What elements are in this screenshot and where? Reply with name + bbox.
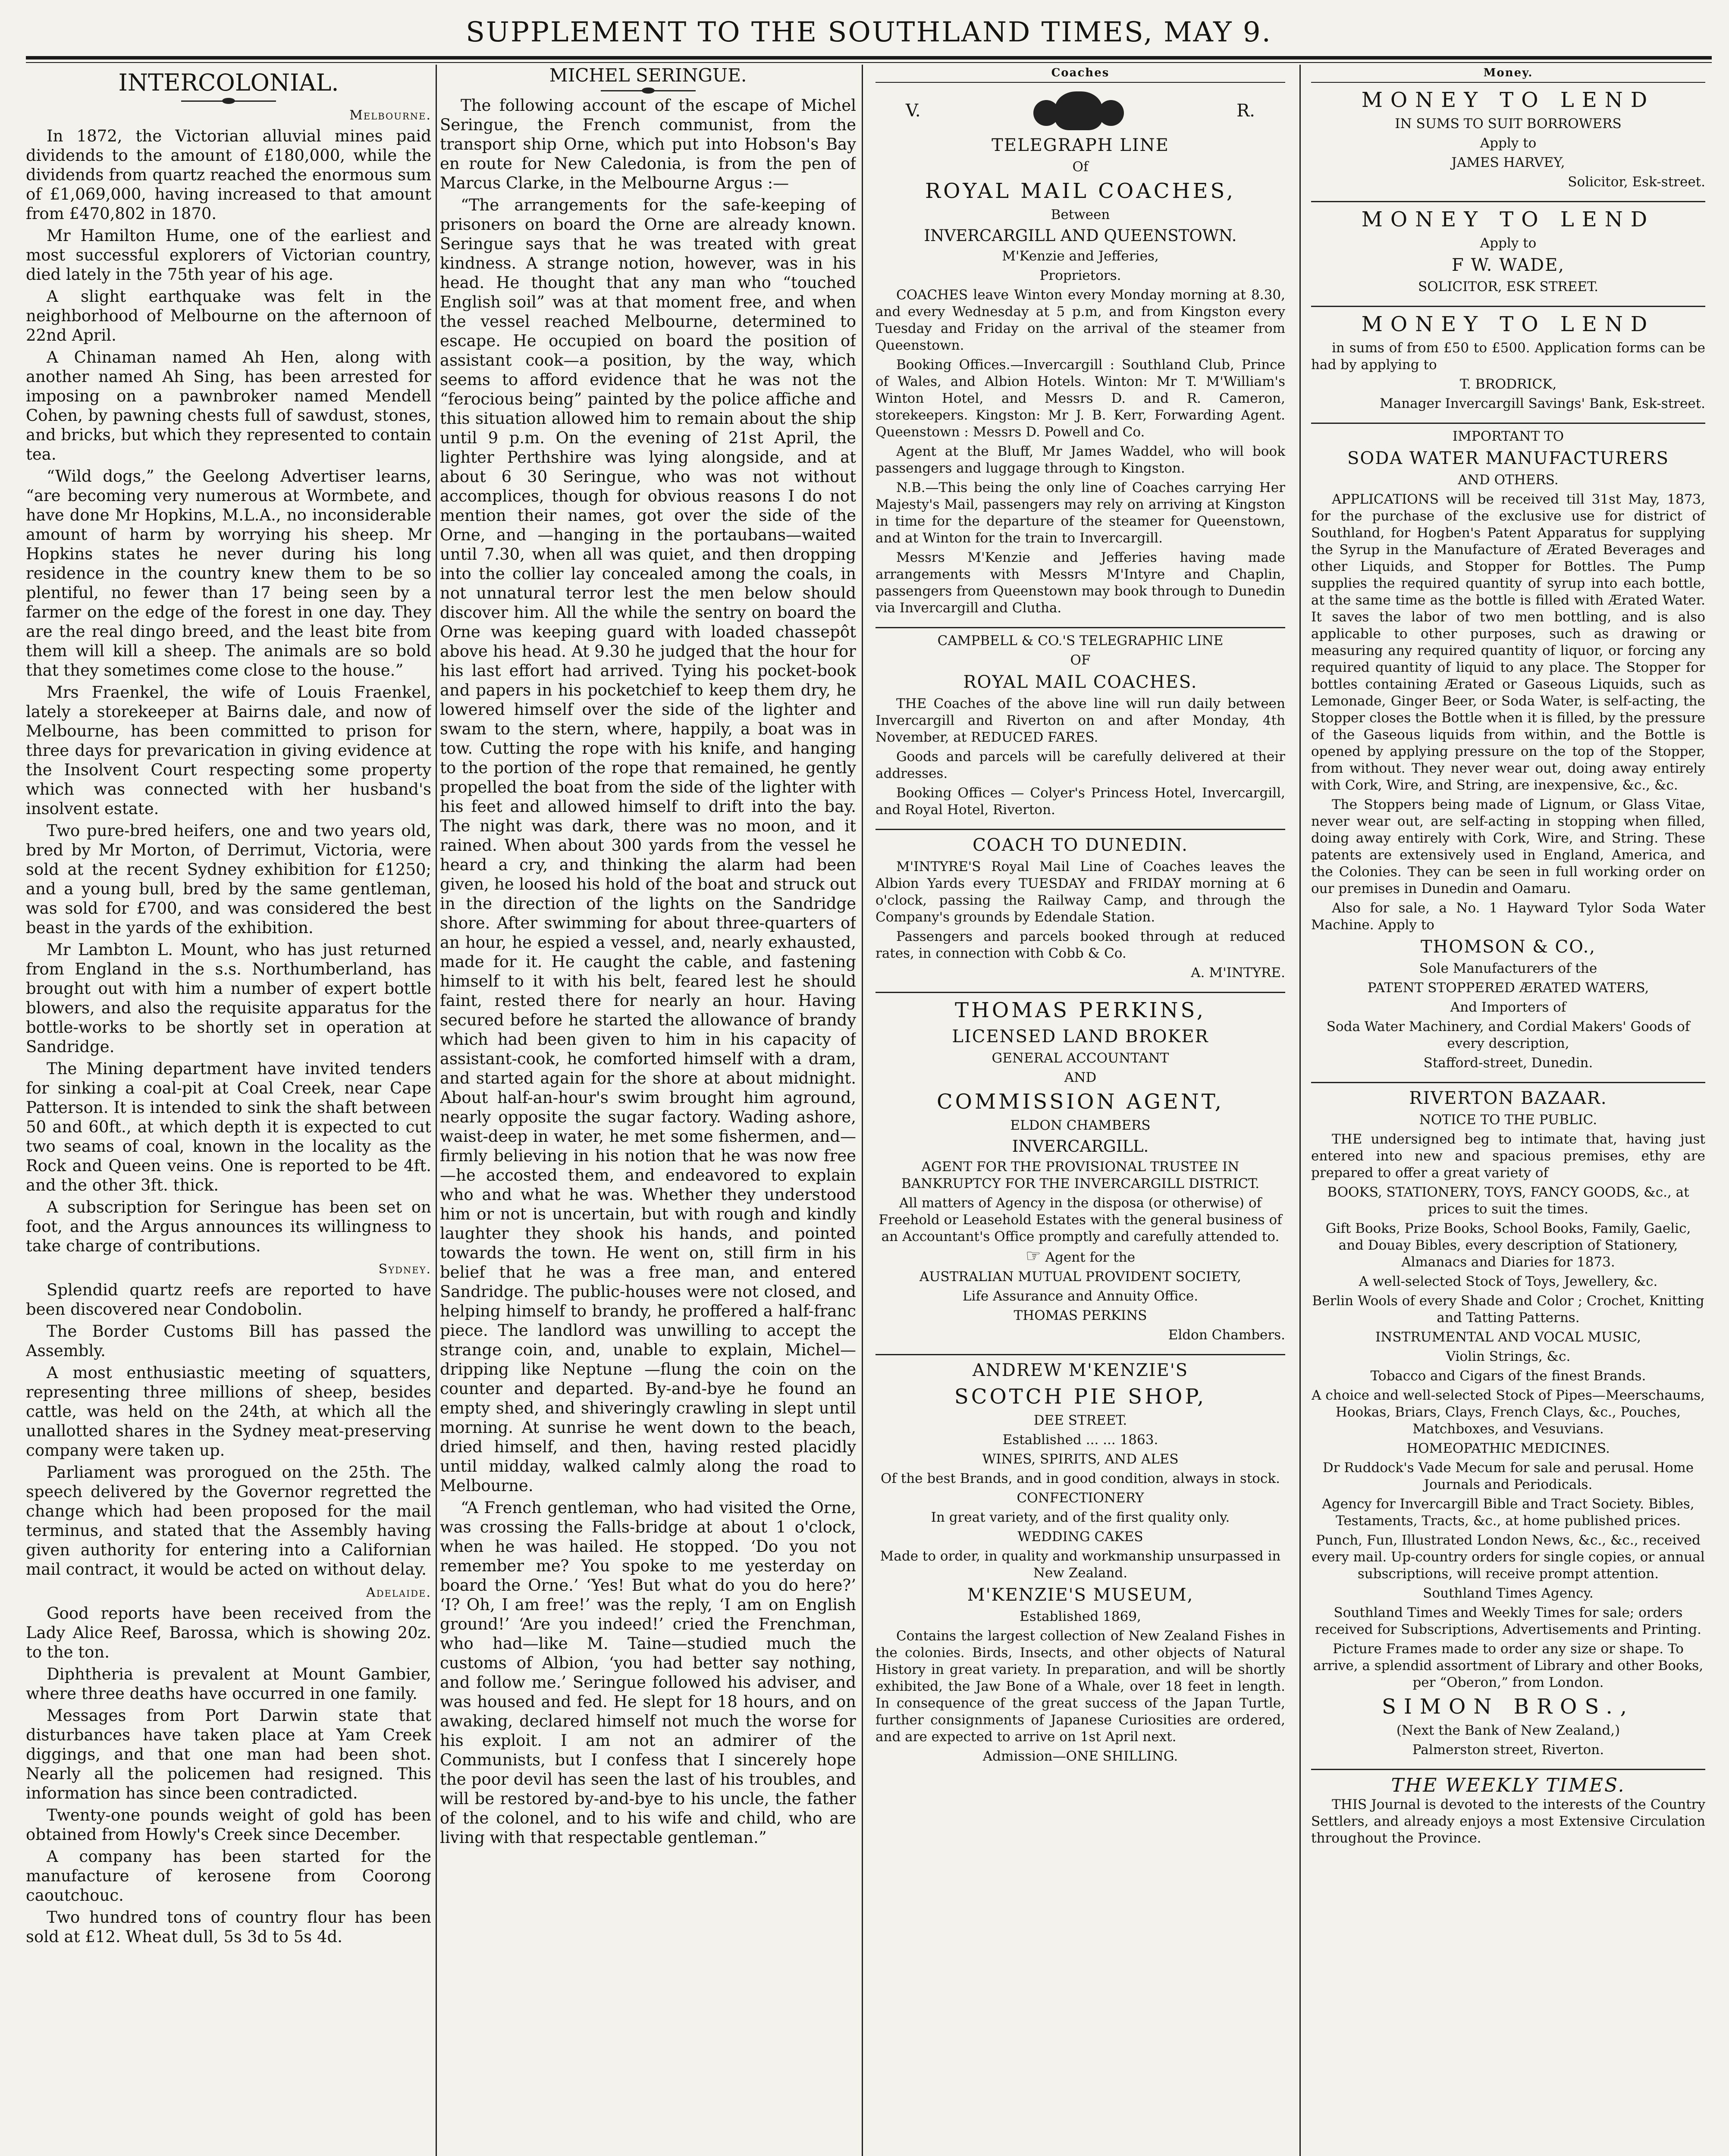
article-para: Diphtheria is prevalent at Mount Gambier, where three deaths have occurred in one family.: [26, 1665, 431, 1703]
ad-heading: SCOTCH PIE SHOP,: [954, 1385, 1207, 1409]
ad-mckenzie: [875, 1355, 1285, 1775]
article-para: In 1872, the Victorian alluvial mines paid dividends to the amount of £180,000, while the dividends from quartz reached the enormous sum of £1,069,000, having increased to that amount from £470,802 in 1870.: [26, 127, 431, 223]
crest-r: R.: [1236, 101, 1255, 121]
ad-heading: CONFECTIONERY: [1017, 1490, 1144, 1506]
pointing-hand-icon: ☞: [1025, 1246, 1041, 1266]
ad-para: Messrs M'Kenzie and Jefferies having made arrangements with Messrs M'Intyre and Chaplin, passengers from Queenstown may book through to Dunedin via Invercargill and Clutha.: [875, 550, 1285, 616]
ad-heading: INVERCARGILL AND QUEENSTOWN.: [924, 226, 1237, 245]
coaches-column: [867, 65, 1294, 2156]
ad-telegraph-line: [875, 83, 1285, 628]
article-para: The Border Customs Bill has passed the Assembly.: [26, 1322, 431, 1360]
ad-perkins: [875, 993, 1285, 1355]
columns: [26, 65, 1712, 2156]
ad-text: Southland Times and Weekly Times for sale; orders received for Subscriptions, Advertisements and Printing.: [1315, 1605, 1701, 1637]
ad-harvey: [1311, 83, 1705, 202]
ad-text: A well-selected Stock of Toys, Jewellery, &c.: [1359, 1274, 1658, 1289]
ad-text: Soda Water Machinery, and Cordial Makers' Goods of every description,: [1326, 1019, 1690, 1051]
ad-wade: [1311, 202, 1705, 307]
article-para: A slight earthquake was felt in the neighborhood of Melbourne on the afternoon of 22nd April.: [26, 287, 431, 345]
ad-heading: COACH TO DUNEDIN.: [973, 835, 1188, 855]
ad-para: N.B.—This being the only line of Coaches carrying Her Majesty's Mail, passengers may rely on arriving at Kingston in time for the departure of the steamer for Queenstown, and at Winton for the train to Invercargill.: [875, 480, 1285, 546]
ad-signature: A. M'INTYRE.: [1191, 965, 1285, 981]
ad-text: M'Kenzie and Jefferies,: [1002, 248, 1159, 264]
article-para: Splendid quartz reefs are reported to have been discovered near Condobolin.: [26, 1281, 431, 1319]
article-para: A most enthusiastic meeting of squatters, representing three millions of sheep, besides cattle, was held on the 24th, at which all the unallotted shares in the Sydney meat-preserving company were taken up.: [26, 1363, 431, 1460]
article-para: Mrs Fraenkel, the wife of Louis Fraenkel, lately a storekeeper at Bairns dale, and now of Melbourne, has been committed to prison for three days for prevarication in giving evidence at the Insolvent Court respecting some property which was connected with her husband's insolvent estate.: [26, 683, 431, 818]
ad-text: Stafford-street, Dunedin.: [1423, 1055, 1593, 1071]
ad-text: IMPORTANT TO: [1452, 429, 1564, 444]
article-para: Parliament was prorogued on the 25th. The speech delivered by the Governor regretted the change which had been proposed for the mail terminus, and stated that the Assembly having given authority for entering into a Californian mail contract, it would be acted on without delay.: [26, 1463, 431, 1579]
ad-bazaar: [1311, 1083, 1705, 1770]
article-para: A Chinaman named Ah Hen, along with another named Ah Sing, has been arrested for imposing on a pawnbroker named Mendell Cohen, by pawning chests full of sawdust, stones, and bricks, but which they represented to contain tea.: [26, 348, 431, 464]
ad-text: SOLICITOR, ESK STREET.: [1418, 279, 1598, 295]
ad-heading: THOMSON & CO.,: [1420, 937, 1596, 957]
ad-para: THE undersigned beg to intimate that, having just entered into new and spacious premises, ethy are prepared to offer a great variety of: [1311, 1131, 1705, 1181]
article-para: Mr Lambton L. Mount, who has just returned from England in the s.s. Northumberland, has brought out with him a number of expert bottle blowers, and also the requisite apparatus for the bottle-works to be shortly set in operation at Sandridge.: [26, 940, 431, 1056]
ad-heading: HOMEOPATHIC MEDICINES.: [1406, 1441, 1610, 1456]
ad-text: DEE STREET.: [1033, 1413, 1127, 1428]
place-adelaide: Adelaide.: [366, 1585, 431, 1600]
ad-text: Solicitor, Esk-street.: [1568, 174, 1705, 190]
ad-para: AGENT FOR THE PROVISIONAL TRUSTEE IN BANKRUPTCY FOR THE INVERCARGILL DISTRICT.: [901, 1159, 1260, 1191]
ad-text: INVERCARGILL.: [1012, 1137, 1149, 1156]
ad-text: Established 1869,: [1020, 1609, 1141, 1624]
ad-text: Life Assurance and Annuity Office.: [962, 1288, 1199, 1304]
ad-text: Established ... ... 1863.: [1002, 1432, 1158, 1448]
ad-para: THIS Journal is devoted to the interests of the Country Settlers, and already enjoys a most Extensive Circulation throughout the Province.: [1311, 1797, 1705, 1846]
royal-crest-row: [875, 87, 1285, 135]
article-para: “A French gentleman, who had visited the Orne, was crossing the Falls-bridge at about 1 o'clock, when he was hailed. He stopped. ‘Do you not remember me? You spoke to me yesterday on board the Orne.’ ‘Yes! But what do you do here?’ ‘I? Oh, I am free!’ was the reply, ‘I am on English ground!’ ‘Are you indeed!’ cried the Frenchman, who had—like M. Taine—studied much the customs of Albion, ‘you had better say nothing, and follow me.’ Seringue followed his adviser, and was housed and fed. He slept for 18 hours, and on awaking, declared himself not much the worse for his exploit. I am not an admirer of the Communists, but I confess that I sincerely hope the poor devil has seen the last of his troubles, and will be restored by-and-bye to his uncle, the father of the colonel, and to his wife and child, who are living with that respectable gentleman.”: [440, 1498, 856, 1847]
ad-text: A choice and well-selected Stock of Pipes—Meerschaums, Hookas, Briars, Clays, French Clays, &c., Pouches, Matchboxes, and Vesuvians.: [1312, 1388, 1705, 1437]
ad-heading: WINES, SPIRITS, AND ALES: [982, 1451, 1179, 1467]
ad-heading: SODA WATER MANUFACTURERS: [1347, 448, 1669, 468]
ad-dunedin: [875, 830, 1285, 993]
ad-text: F W. WADE,: [1451, 255, 1565, 275]
ad-heading: M'KENZIE'S MUSEUM,: [967, 1585, 1194, 1605]
ad-heading: AUSTRALIAN MUTUAL PROVIDENT SOCIETY,: [919, 1269, 1241, 1285]
column-divider: [436, 65, 437, 2156]
masthead-rule: [26, 56, 1712, 60]
article-para: Two pure-bred heifers, one and two years old, bred by Mr Morton, of Derrimut, Victoria, were sold at the recent Sydney exhibition for £1250; and a young bull, bred by the same gentleman, was sold for £700, and was considered the best beast in the yards of the exhibition.: [26, 821, 431, 937]
ad-heading: MONEY TO LEND: [1361, 312, 1655, 336]
column-divider: [1299, 65, 1301, 2156]
ad-text: Sole Manufacturers of the: [1419, 961, 1597, 976]
ad-text: Picture Frames made to order any size or shape. To arrive, a splendid assortment of Library and other Books, per “Oberon,” from London.: [1313, 1641, 1704, 1690]
ad-text: Manager Invercargill Savings' Bank, Esk-street.: [1380, 396, 1705, 411]
article-para: Two hundred tons of country flour has been sold at £12. Wheat dull, 5s 3d to 5s 4d.: [26, 1908, 431, 1946]
ad-text: Eldon Chambers.: [1168, 1327, 1285, 1343]
article-para: A subscription for Seringue has been set on foot, and the Argus announces its willingness to take charge of contributions.: [26, 1198, 431, 1255]
place-melbourne: Melbourne.: [349, 108, 431, 123]
ad-text: IN SUMS TO SUIT BORROWERS: [1395, 116, 1622, 132]
ad-heading: ANDREW M'KENZIE'S: [972, 1360, 1189, 1380]
royal-crest-icon: [1029, 87, 1128, 135]
agent-for: Agent for the: [1045, 1250, 1136, 1265]
article-para: “Wild dogs,” the Geelong Advertiser learns, “are becoming very numerous at Wormbete, and have done Mr Hopkins, M.L.A., no inconsiderable amount of harm by worrying his sheep. Mr Hopkins states he never during his long residence in the country knew them to be so plentiful, no fewer than 17 being seen by a farmer on the edge of the forest in one day. They are the real dingo breed, and the least bite from them will kill a sheep. The animals are so bold that they sometimes come close to the house.”: [26, 467, 431, 680]
ad-para: Also for sale, a No. 1 Hayward Tylor Soda Water Machine. Apply to: [1311, 900, 1705, 933]
article-para: “The arrangements for the safe-keeping of prisoners on board the Orne are already known. Seringue says that he was treated with great kindness. A strange notion, however, was in his head. He thought that any man who “touched English soil” was at that moment free, and when the vessel reached Melbourne, determined to escape. He occupied on board the position of assistant cook—a position, by the way, which seems to afford evidence that he was not the “ferocious being” painted by the police affiche and this situation allowed him to remain about the ship until 9 p.m. On the evening of 21st April, the lighter Perthshire was lying alongside, and at about 6 30 Seringue, who was not without accomplices, though for obvious reasons I do not mention their names, got over the side of the Orne, and —hanging in the portaubans—waited until 7.30, when all was quiet, and then dropping into the collier lay concealed among the coals, in not unnatural terror lest the men below should discover him. All the while the sentry on board the Orne was keeping guard with loaded chassepôt above his head. At 9.30 he judged that the hour for his last effort had arrived. Tying his pocket-book and papers in his pocketchief to keep them dry, he lowered himself over the side of the lighter and swam to the stern, where, happily, a boat was in tow. Cutting the rope with his knife, and hanging to the portion of the rope that remained, he gently propelled the boat from the side of the lighter with his feet and allowed himself to drift into the bay. The night was dark, there was no moon, and it rained. When about 300 yards from the vessel he heard a cry, and thinking the alarm had been given, he loosed his hold of the boat and struck out in the direction of the lights on the Sandridge shore. After swimming for about three-quarters of an hour, he espied a vessel, and, nearly exhausted, made for it. He caught the cable, and fastening himself to it with his belt, feared lest he should faint, rested there for nearly an hour. Having secured before he started the allowance of brandy which had been given to him in his capacity of assistant-cook, he comforted himself with a dram, and started again for the shore at about midnight. About half-an-hour's swim brought him aground, nearly opposite the sugar factory. Wading ashore, waist-deep in water, he met some fishermen, and—firmly believing in his notion that he was now free—he accosted them, and endeavored to explain who and what he was. Whether they understood him or not is uncertain, but with rough and kindly laughter they shook his hands, and pointed towards the town. He went on, still firm in his belief that he was a free man, and entered Sandridge. The public-houses were not closed, and helping himself to brandy, he proffered a half-franc piece. The landlord was unwilling to accept the strange coin, and, unable to explain, Michel—dripping like Neptune —flung the coin on the counter and departed. By-and-bye he found an empty shed, and shiveringly crawling in slept until morning. At sunrise he went down to the beach, dried himself, and then, having rested placidly until midday, walked calmly along the road to Melbourne.: [440, 196, 856, 1495]
ad-heading: SIMON BROS.,: [1381, 1695, 1635, 1719]
article-para: Twenty-one pounds weight of gold has been obtained from Howly's Creek since December.: [26, 1806, 431, 1844]
ad-heading: TELEGRAPH LINE: [992, 135, 1169, 155]
ad-para: All matters of Agency in the disposa (or otherwise) of Freehold or Leasehold Estates with the general business of an Accountant's Office promptly and carefully attended to.: [879, 1195, 1282, 1244]
money-column: [1305, 65, 1712, 2156]
ad-heading: CAMPBELL & CO.'S TELEGRAPHIC LINE: [937, 633, 1224, 649]
masthead-rule-thin: [26, 62, 1712, 63]
ad-soda: [1311, 424, 1705, 1083]
intercolonial-title: INTERCOLONIAL.: [118, 69, 339, 96]
masthead: SUPPLEMENT TO THE SOUTHLAND TIMES, MAY 9.: [466, 16, 1272, 48]
ad-heading: THOMAS PERKINS,: [955, 998, 1206, 1022]
ad-text: Southland Times Agency.: [1423, 1586, 1594, 1601]
seringue-title: MICHEL SERINGUE.: [549, 65, 747, 86]
ad-para: The Stoppers being made of Lignum, or Glass Vitae, never wear out, are self-acting in stopping when filled, doing away entirely with Cork, Wire, and String. These patents are extensively used in England, America, and the Colonies. They can be seen in full working order on our premises in Dunedin and Oamaru.: [1311, 797, 1705, 896]
ad-text: AND OTHERS.: [1458, 472, 1559, 488]
article-para: Messages from Port Darwin state that disturbances have taken place at Yam Creek diggings, and that one man had been shot. Nearly all the policemen had resigned. This information has since been contradicted.: [26, 1706, 431, 1802]
intercolonial-column: [26, 65, 431, 2156]
ad-text: Apply to: [1480, 235, 1537, 251]
ad-text: Of the best Brands, and in good condition, always in stock.: [881, 1471, 1280, 1486]
ad-para: Passengers and parcels booked through at reduced rates, in connection with Cobb & Co.: [875, 929, 1285, 961]
ad-para: M'INTYRE'S Royal Mail Line of Coaches leaves the Albion Yards every TUESDAY and FRIDAY morning at 6 o'clock, passing the Railway Camp, and through the Company's grounds by Edendale Station.: [875, 859, 1285, 925]
ad-text: Apply to: [1480, 135, 1537, 151]
ad-para: APPLICATIONS will be received till 31st May, 1873, for the purchase of the exclusive use for district of Southland, for Hogben's Patent Apparatus for supplying the Syrup in the Manufacture of Ærated Beverages and other Liquids, and Stopper for Bottles. The Pump supplies the required quantity of syrup into each bottle, at the same time as the bottle is filled with Ærated Water. It saves the labor of two men bottling, and is also applicable to other purposes, such as drawing or measuring any required quantity of liquor, or forcing any required quantity of liquid to any place. The Stopper for bottles containing Ærated or Gaseous Liquids, such as Lemonade, Ginger Beer, or Soda Water, is self-acting, the Stopper closes the Bottle when it is filled, by the pressure of the Gaseous liquids from within, and the Bottle is opened by applying pressure on the top of the Stopper, from without. They never wear out, doing away entirely with Cork, Wire, and String, are inexpensive, &c., &c.: [1311, 492, 1705, 793]
ad-para: THE Coaches of the above line will run daily between Invercargill and Riverton on and after Monday, 4th November, at REDUCED FARES.: [875, 696, 1285, 745]
ad-heading: ROYAL MAIL COACHES,: [925, 179, 1236, 203]
ad-text: T. BRODRICK,: [1459, 376, 1557, 392]
ad-heading: WEDDING CAKES: [1017, 1529, 1143, 1545]
ad-heading: ROYAL MAIL COACHES.: [963, 672, 1198, 692]
ad-heading: THE WEEKLY TIMES.: [1391, 1774, 1625, 1796]
seringue-column: [440, 65, 856, 2156]
ad-text: ELDON CHAMBERS: [1010, 1118, 1151, 1133]
ad-para: Booking Offices.—Invercargill : Southland Club, Prince of Wales, and Albion Hotels. Winton: Mr T. M'William's Winton Hotel, and Messrs D. and R. Cameron, storekeepers. Kingston: Mr J. B. Kerr, Forwarding Agent. Queenstown : Messrs D. Powell and Co.: [875, 357, 1285, 440]
ad-text: Of: [1072, 159, 1089, 175]
ad-text: Tobacco and Cigars of the finest Brands.: [1370, 1368, 1646, 1384]
article-para: Mr Hamilton Hume, one of the earliest and most successful explorers of Victorian country, died lately in the 75th year of his age.: [26, 226, 431, 284]
ad-text: JAMES HARVEY,: [1451, 155, 1565, 170]
ad-text: Dr Ruddock's Vade Mecum for sale and perusal. Home Journals and Periodicals.: [1322, 1460, 1694, 1492]
ad-text: (Next the Bank of New Zealand,): [1396, 1723, 1620, 1738]
ad-heading: GENERAL ACCOUNTANT: [992, 1050, 1169, 1066]
ad-text: Punch, Fun, Illustrated London News, &c., &c., received every mail. Up-country orders for single copies, or annual subscriptions, will receive prompt attention.: [1312, 1532, 1705, 1582]
ad-heading: MONEY TO LEND: [1361, 88, 1655, 112]
ad-text: Admission—ONE SHILLING.: [982, 1749, 1178, 1764]
ad-text: OF: [1070, 652, 1091, 668]
ad-text: THOMAS PERKINS: [1014, 1308, 1147, 1323]
ad-heading: BOOKS, STATIONERY, TOYS, FANCY GOODS, &c., at prices to suit the times.: [1327, 1185, 1689, 1217]
crest-v: V.: [906, 101, 921, 121]
ad-heading: PATENT STOPPERED ÆRATED WATERS,: [1367, 980, 1649, 996]
column-divider: [862, 65, 863, 2156]
ad-heading: COMMISSION AGENT,: [936, 1090, 1224, 1114]
ad-text: Gift Books, Prize Books, School Books, Family, Gaelic, and Douay Bibles, every description of Stationery, Almanacs and Diaries for 1873.: [1325, 1221, 1691, 1270]
article-para: The following account of the escape of Michel Seringue, the French communist, from the transport ship Orne, which put into Hobson's Bay en route for New Caledonia, is from the pen of Marcus Clarke, in the Melbourne Argus :—: [440, 96, 856, 192]
ad-para: Goods and parcels will be carefully delivered at their addresses.: [875, 749, 1285, 781]
ad-text: [875, 1248, 1285, 1266]
ad-para: Agent at the Bluff, Mr James Waddel, who will book passengers and luggage through to Kingston.: [875, 444, 1285, 476]
ad-heading: RIVERTON BAZAAR.: [1409, 1088, 1607, 1108]
article-para: The Mining department have invited tenders for sinking a coal-pit at Coal Creek, near Cape Patterson. It is intended to sink the shaft between 50 and 60ft., at which depth it is expected to cut two seams of coal, known in the locality as the Rock and Queen veins. One is reported to be 4ft. and the other 3ft. thick.: [26, 1059, 431, 1194]
ad-heading: LICENSED LAND BROKER: [952, 1027, 1209, 1047]
ornament: [601, 90, 696, 91]
ad-brodrick: [1311, 307, 1705, 424]
ad-text: Agency for Invercargill Bible and Tract Society. Bibles, Testaments, Tracts, &c., at home published prices.: [1322, 1496, 1694, 1529]
ad-para: Booking Offices — Colyer's Princess Hotel, Invercargill, and Royal Hotel, Riverton.: [875, 785, 1285, 818]
ad-text: Violin Strings, &c.: [1446, 1349, 1571, 1364]
ad-para: COACHES leave Winton every Monday morning at 8.30, and every Wednesday at 5 p.m, and from Kingston every Tuesday and Friday on the arrival of the steamer from Queenstown.: [875, 287, 1285, 353]
article-para: A company has been started for the manufacture of kerosene from Coorong caoutchouc.: [26, 1847, 431, 1905]
ad-weekly-times: [1311, 1770, 1705, 1857]
section-header-money: Money.: [1483, 66, 1533, 79]
ad-text: Between: [1051, 207, 1110, 222]
ad-text: NOTICE TO THE PUBLIC.: [1419, 1112, 1597, 1128]
ornament: [181, 100, 276, 102]
ad-para: Contains the largest collection of New Zealand Fishes in the colonies. Birds, Insects, and other objects of Natural History in great variety. In preparation, and will be shortly exhibited, the Jaw Bone of a Whale, over 18 feet in length. In consequence of the great success of the Japan Turtle, further consignments of Japanese Curiosities are ordered, and are expected to arrive on 1st April next.: [875, 1628, 1285, 1745]
ad-text: Berlin Wools of every Shade and Color ; Crochet, Knitting and Tatting Patterns.: [1312, 1293, 1704, 1326]
ad-text: Made to order, in quality and workmanship unsurpassed in New Zealand.: [880, 1548, 1281, 1581]
ad-text: Palmerston street, Riverton.: [1412, 1742, 1604, 1758]
ad-text: In great variety, and of the first quality only.: [931, 1510, 1230, 1525]
ad-campbell: [875, 628, 1285, 830]
ad-para: in sums of from £50 to £500. Application forms can be had by applying to: [1311, 340, 1705, 373]
ad-heading: MONEY TO LEND: [1361, 207, 1655, 232]
ad-heading: INSTRUMENTAL AND VOCAL MUSIC,: [1375, 1329, 1641, 1345]
article-para: Good reports have been received from the Lady Alice Reef, Barossa, which is showing 20z. to the ton.: [26, 1604, 431, 1661]
section-header-coaches: Coaches: [1051, 66, 1110, 79]
ad-text: AND: [1064, 1070, 1097, 1085]
ad-text: Proprietors.: [1039, 268, 1121, 283]
ad-text: And Importers of: [1450, 1000, 1566, 1015]
place-sydney: Sydney.: [378, 1262, 431, 1277]
